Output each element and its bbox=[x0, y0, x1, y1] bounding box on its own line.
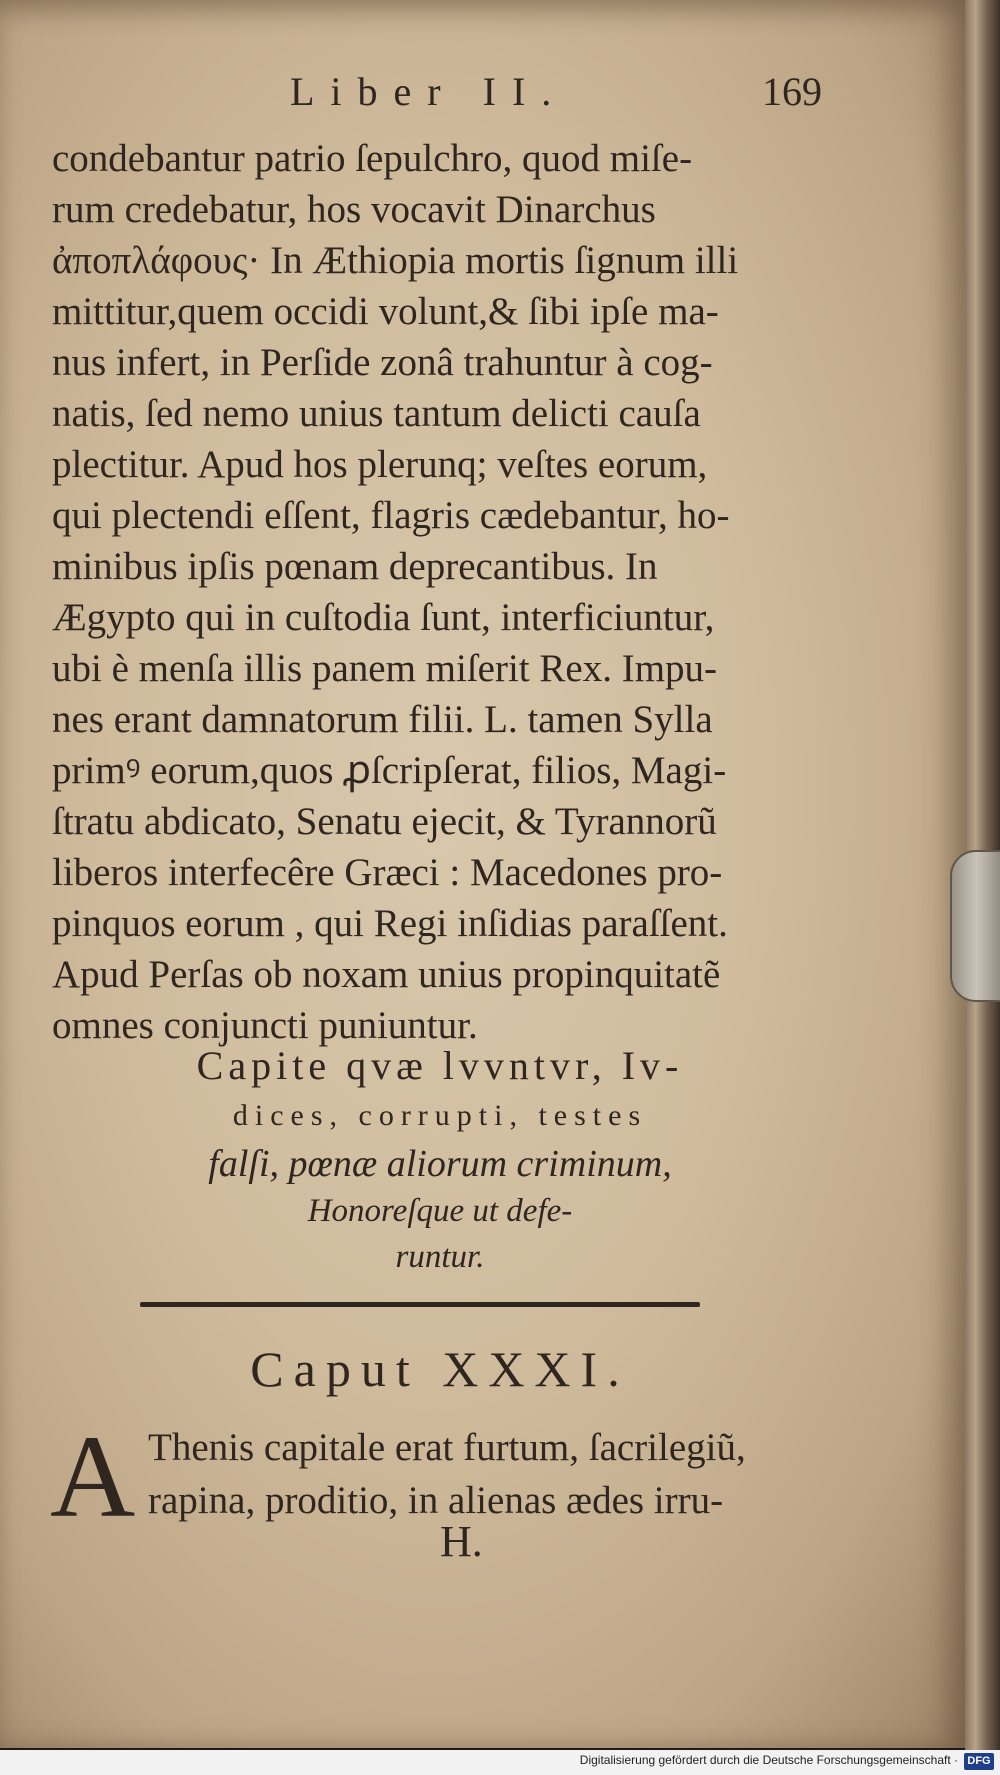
heading-line: falſi, pœnæ aliorum criminum, bbox=[208, 1143, 672, 1185]
text-line: primꝰ eorum,quos ꝓſcripſerat, filios, Magi- bbox=[52, 749, 727, 792]
text-line: ubi è menſa illis panem miſerit Rex. Impu- bbox=[52, 647, 718, 690]
text-line: omnes conjuncti puniuntur. bbox=[52, 1004, 478, 1047]
text-line: Ægypto qui in cuſtodia ſunt, interficiuntur, bbox=[52, 596, 715, 639]
text-line: nus infert, in Perſide zonâ trahuntur à cog- bbox=[52, 341, 713, 384]
text-line: condebantur patrio ſepulchro, quod miſe- bbox=[52, 137, 693, 180]
section-heading bbox=[60, 1040, 820, 1280]
heading-line: runtur. bbox=[395, 1239, 485, 1275]
drop-capital: A bbox=[50, 1411, 136, 1542]
text-line: minibus ipſis pœnam deprecantibus. In bbox=[52, 545, 658, 588]
dfg-logo: DFG bbox=[964, 1753, 994, 1770]
body-text bbox=[52, 133, 832, 1051]
text-line: mittitur,quem occidi volunt,& ſibi ipſe ma- bbox=[52, 290, 719, 333]
page-number: 169 bbox=[762, 69, 822, 114]
text-line: plectitur. Apud hos plerunq; veſtes eorum, bbox=[52, 443, 708, 486]
running-head: Liber II. bbox=[290, 69, 568, 114]
metal-clip bbox=[950, 850, 1000, 1002]
text-line: liberos interfecêre Græci : Macedones pro- bbox=[52, 851, 723, 894]
heading-line: Honoreſque ut defe- bbox=[307, 1193, 573, 1229]
footer-bar bbox=[0, 1750, 1000, 1775]
horizontal-rule bbox=[140, 1302, 700, 1307]
text-line: ἀποπλάφους· In Æthiopia mortis ſignum illi bbox=[52, 239, 739, 282]
chapter-title: Caput XXXI. bbox=[250, 1341, 630, 1397]
opening-line: Thenis capitale erat furtum, ſacrilegiũ, bbox=[148, 1426, 746, 1469]
heading-line: Capite qvæ lvvntvr, Iv- bbox=[196, 1043, 684, 1088]
text-line: Apud Perſas ob noxam unius propinquitatẽ bbox=[52, 953, 721, 996]
text-line: rum credebatur, hos vocavit Dinarchus bbox=[52, 188, 656, 231]
text-line: nes erant damnatorum filii. L. tamen Sylla bbox=[52, 698, 713, 741]
text-line: pinquos eorum , qui Regi inſidias paraſſent. bbox=[52, 902, 728, 945]
signature-mark: H. bbox=[440, 1517, 483, 1566]
page-header bbox=[0, 68, 965, 114]
text-line: qui plectendi eſſent, flagris cædebantur, ho- bbox=[52, 494, 730, 537]
footer-credit: Digitalisierung gefördert durch die Deutsche Forschungsgemeinschaft · bbox=[579, 1753, 958, 1767]
heading-line: dices, corrupti, testes bbox=[232, 1099, 648, 1132]
text-line: ſtratu abdicato, Senatu ejecit, & Tyrannorũ bbox=[52, 800, 717, 843]
opening-line: rapina, proditio, in alienas ædes irru- bbox=[148, 1479, 724, 1522]
text-line: natis, ſed nemo unius tantum delicti cauſa bbox=[52, 392, 701, 435]
